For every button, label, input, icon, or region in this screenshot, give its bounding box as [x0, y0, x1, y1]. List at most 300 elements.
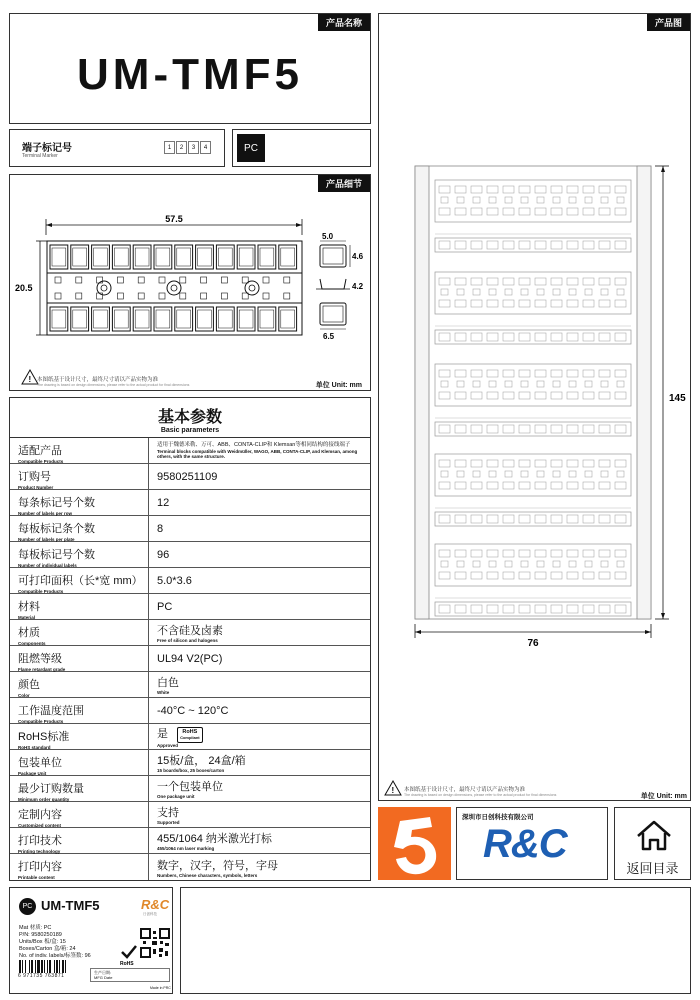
strip-cell [535, 208, 546, 215]
strip-cell [503, 392, 514, 399]
strip-cell [599, 241, 610, 249]
strip-cell [503, 460, 514, 467]
marker-cell-inner [281, 248, 295, 266]
strip-tab [473, 471, 480, 477]
param-key-en: Components [18, 641, 46, 646]
strip-cell [487, 300, 498, 307]
strip-cell [439, 482, 450, 489]
strip-cell [503, 333, 514, 341]
marker-cell-inner [94, 248, 108, 266]
strip-tab [537, 471, 544, 477]
strip-cell [439, 605, 450, 613]
mfg-date-field [90, 968, 170, 982]
marker-label-en: Terminal Marker [22, 153, 58, 159]
strip-tab [521, 197, 528, 203]
terminal-marker-panel [9, 129, 225, 167]
strip-tab [569, 471, 576, 477]
param-key-en: Flame retardant grade [18, 667, 66, 672]
marker-cell-inner [73, 310, 87, 328]
param-key [18, 702, 146, 724]
strip-tab [601, 197, 608, 203]
strip-cell [503, 425, 514, 433]
strip-cell [551, 392, 562, 399]
strip-tab [489, 197, 496, 203]
strip-cell [535, 186, 546, 193]
detail-unit: 单位 Unit: mm [315, 382, 362, 389]
strip-cell [599, 278, 610, 285]
rail-tab [180, 277, 186, 283]
marker-cell-inner [73, 248, 87, 266]
strip-cell [615, 392, 626, 399]
strip-cell [599, 482, 610, 489]
rail-tab [159, 277, 165, 283]
strip-cell [439, 370, 450, 377]
param-value-en: Supported [157, 820, 180, 825]
param-value: 白色 [157, 677, 179, 689]
strip-cell [567, 300, 578, 307]
strip-cell [583, 605, 594, 613]
marker-cell-inner [281, 310, 295, 328]
label-info-line: Mat 材质: PC [19, 925, 52, 931]
product-image-tag: 产品图 [647, 14, 690, 31]
strip-cell [583, 241, 594, 249]
marker-cell: 3 [188, 141, 199, 154]
strip-cell [599, 370, 610, 377]
param-key-en: Compatible Products [18, 459, 64, 464]
strip-cell [455, 186, 466, 193]
strip-cell [439, 278, 450, 285]
rail-tab [159, 293, 165, 299]
image-warning: 本图纸基于设计尺寸，最终尺寸请以产品实物为准 [404, 787, 526, 793]
parameter-row [10, 620, 370, 646]
strip-cell [471, 370, 482, 377]
param-value-cell [148, 646, 370, 671]
dim-mid-h-label: 4.2 [352, 282, 364, 291]
parameter-row [10, 854, 370, 880]
param-value-cell [148, 724, 370, 749]
strip-cell [583, 333, 594, 341]
param-key-cn: 阻燃等级 [18, 653, 62, 665]
product-image-panel [378, 13, 691, 801]
barcode-bar [29, 960, 30, 973]
strip-cell [503, 550, 514, 557]
strip-tab [553, 381, 560, 387]
qr-code-icon [140, 928, 170, 958]
strip-tab [441, 471, 448, 477]
strip-cell [471, 605, 482, 613]
home-icon [634, 818, 674, 852]
strip-cell [471, 425, 482, 433]
strip-tab [489, 289, 496, 295]
strip-cell [455, 550, 466, 557]
strip-cell [503, 370, 514, 377]
strip-cell [599, 572, 610, 579]
strip-cell [567, 550, 578, 557]
param-key-en: Number of individual labels [18, 563, 77, 568]
parameter-row [10, 542, 370, 568]
strip-tab [553, 289, 560, 295]
marker-cell: 1 [164, 141, 175, 154]
rail-tab [201, 293, 207, 299]
company-panel [456, 807, 608, 880]
param-value-cell [148, 698, 370, 723]
strip-cell [551, 278, 562, 285]
strip-cell [439, 300, 450, 307]
product-name-panel [9, 13, 371, 124]
strip-tab [505, 289, 512, 295]
marker-cell-inner [114, 310, 128, 328]
strip-tab [617, 197, 624, 203]
marker-label: 端子标记号 [22, 143, 72, 154]
strip-cell [503, 300, 514, 307]
param-value: 455/1064 纳米激光打标 [157, 833, 272, 845]
barcode-bar [62, 960, 64, 973]
strip-cell [583, 278, 594, 285]
label-pc-badge: PC [19, 898, 36, 915]
param-key-cn: 每条标记号个数 [18, 497, 95, 509]
strip-cell [615, 515, 626, 523]
param-value-en: White [157, 690, 170, 695]
parameters-header [10, 398, 370, 438]
strip-cell [551, 605, 562, 613]
strip-cell [519, 333, 530, 341]
param-value-cell [148, 594, 370, 619]
parameter-row [10, 438, 370, 464]
marker-cell-inner [156, 310, 170, 328]
param-key [18, 598, 146, 620]
product-image [379, 14, 690, 800]
strip-cell [455, 300, 466, 307]
strip-cell [487, 278, 498, 285]
rail-tab [284, 277, 290, 283]
param-key-en: Color [18, 693, 30, 698]
strip-cell [519, 300, 530, 307]
strip-cell [439, 550, 450, 557]
material-panel [232, 129, 371, 167]
strip-cell [503, 241, 514, 249]
rail-tab [180, 293, 186, 299]
param-key-en: Number of labels per plate [18, 537, 75, 542]
strip-cell [599, 392, 610, 399]
rail-tab [117, 293, 123, 299]
strip-cell [455, 370, 466, 377]
parameter-row [10, 828, 370, 854]
strip-cell [615, 333, 626, 341]
label-code: UM-TMF5 [41, 898, 100, 913]
barcode-bar [56, 960, 58, 973]
parameter-row [10, 672, 370, 698]
svg-text:!: ! [391, 786, 395, 795]
param-value-cell [148, 620, 370, 645]
strip-cell [487, 370, 498, 377]
strip-cell [551, 208, 562, 215]
product-details-panel [9, 174, 371, 391]
rail-tab [55, 277, 61, 283]
strip-cell [567, 482, 578, 489]
param-value-cell [148, 568, 370, 593]
strip-tab [521, 561, 528, 567]
strip-tab [441, 197, 448, 203]
param-value-en: Approved [157, 742, 179, 748]
strip-tab [441, 381, 448, 387]
company-logo: R&C [483, 822, 567, 866]
param-key-cn: 材料 [18, 601, 40, 613]
strip-cell [583, 460, 594, 467]
strip-cell [615, 460, 626, 467]
strip-tab [457, 197, 464, 203]
param-key-cn: RoHS标准 [18, 731, 70, 743]
param-value: 一个包装单位 [157, 781, 223, 793]
detail-warning: 本图纸基于设计尺寸，最终尺寸请以产品实物为准 [37, 377, 159, 383]
strip-cell [471, 482, 482, 489]
strip-tab [601, 561, 608, 567]
param-value-en: One package unit [157, 794, 195, 799]
rail-tab [221, 293, 227, 299]
strip-cell [519, 460, 530, 467]
strip-cell [567, 241, 578, 249]
strip-cell [615, 241, 626, 249]
parameter-row [10, 594, 370, 620]
param-key [18, 858, 146, 880]
strip-tab [569, 561, 576, 567]
param-value-cell [148, 828, 370, 853]
param-key-cn: 每板标记条个数 [18, 523, 95, 535]
param-value-cell [148, 854, 370, 880]
strip-cell [471, 241, 482, 249]
strip-cell [615, 278, 626, 285]
strip-tab [457, 471, 464, 477]
label-brand: R&C [141, 897, 170, 912]
strip-cell [615, 482, 626, 489]
strip-cell [551, 300, 562, 307]
strip-cell [471, 333, 482, 341]
strip-tab [585, 289, 592, 295]
strip-cell [615, 605, 626, 613]
param-value-cell [148, 802, 370, 827]
parameters-panel [9, 397, 371, 881]
strip-cell [599, 605, 610, 613]
param-value: 8 [157, 522, 164, 535]
image-height-label: 145 [669, 393, 686, 404]
strip-tab [617, 561, 624, 567]
image-width-label: 76 [527, 638, 539, 649]
strip-cell [567, 572, 578, 579]
strip-tab [473, 381, 480, 387]
strip-tab [457, 289, 464, 295]
strip-cell [471, 278, 482, 285]
strip-cell [535, 515, 546, 523]
strip-cell [599, 300, 610, 307]
strip-cell [551, 186, 562, 193]
strip-tab [569, 197, 576, 203]
strip-cell [567, 278, 578, 285]
strip-cell [455, 278, 466, 285]
strip-cell [503, 208, 514, 215]
mfg-date-label: 生产日期: [94, 970, 112, 975]
param-key-en: Product Number [18, 485, 54, 490]
strip-cell [519, 550, 530, 557]
param-value-en: 15 boards/box, 25 boxes/carton [157, 768, 225, 773]
strip-tab [457, 381, 464, 387]
rail-tab [221, 277, 227, 283]
strip-cell [599, 550, 610, 557]
strip-cell [519, 515, 530, 523]
strip-tab [505, 561, 512, 567]
strip-cell [503, 278, 514, 285]
strip-cell [487, 208, 498, 215]
strip-cell [551, 333, 562, 341]
param-value: 5.0*3.6 [157, 574, 192, 587]
barcode-bar [65, 960, 66, 973]
strip-cell [535, 425, 546, 433]
param-key-en: Printing technology [18, 849, 61, 854]
param-value-cell [148, 516, 370, 541]
strip-cell [471, 392, 482, 399]
strip-cell [439, 425, 450, 433]
param-value: 支持 [157, 807, 179, 819]
param-key-en: Compatible Products [18, 719, 64, 724]
strip-tab [473, 561, 480, 567]
param-key-cn: 工作温度范围 [18, 705, 84, 717]
marker-cell-inner [239, 248, 253, 266]
parameter-row [10, 750, 370, 776]
param-key [18, 468, 146, 490]
strip-cell [551, 482, 562, 489]
marker-cell-inner [114, 248, 128, 266]
strip-cell [471, 515, 482, 523]
strip-cell [503, 572, 514, 579]
svg-text:!: ! [28, 375, 32, 384]
strip-tab [441, 289, 448, 295]
strip-cell [439, 208, 450, 215]
strip-cell [455, 392, 466, 399]
strip-cell [487, 460, 498, 467]
parameters-title-en: Basic parameters [160, 427, 220, 434]
company-name: 深圳市日创科技有限公司 [462, 814, 534, 821]
strip-cell [615, 186, 626, 193]
return-to-catalog-button[interactable] [614, 807, 691, 880]
marker-cell-inner [198, 248, 212, 266]
strip-cell [599, 186, 610, 193]
marker-cell-inner [177, 248, 191, 266]
strip-cell [599, 515, 610, 523]
strip-cell [599, 208, 610, 215]
strip-cell [567, 392, 578, 399]
param-key-cn: 可打印面积（长*宽 mm） [18, 575, 143, 587]
param-key [18, 728, 146, 750]
parameter-row [10, 646, 370, 672]
strip-cell [567, 460, 578, 467]
param-key [18, 754, 146, 776]
strip-cell [615, 425, 626, 433]
rohs-badge [177, 727, 203, 743]
parameter-row [10, 802, 370, 828]
mfg-date-label-en: MFG Date [94, 975, 113, 980]
param-value-text: 是 [157, 728, 168, 741]
strip-cell [519, 425, 530, 433]
strip-cell [583, 515, 594, 523]
param-key-en: Compatible Products [18, 589, 64, 594]
param-value-cell [148, 750, 370, 775]
param-key [18, 442, 146, 464]
parameter-row [10, 464, 370, 490]
strip-cell [455, 241, 466, 249]
marker-cell-inner [198, 310, 212, 328]
label-info [19, 925, 91, 960]
rohs-badge-label: RoHS [182, 728, 198, 735]
strip-cell [487, 241, 498, 249]
strip-cell [503, 186, 514, 193]
rail-tab [263, 293, 269, 299]
strip-cell [583, 186, 594, 193]
package-label [9, 887, 173, 994]
dim-bottom-w-label: 6.5 [323, 332, 335, 341]
strip-tab [537, 289, 544, 295]
strip-tab [537, 561, 544, 567]
strip-cell [455, 460, 466, 467]
barcode [19, 960, 85, 974]
barcode-bar [49, 960, 51, 973]
strip-cell [583, 370, 594, 377]
blank-panel [180, 887, 691, 994]
param-value: 15板/盒， 24盒/箱 [157, 755, 246, 767]
marker-cell-inner [94, 310, 108, 328]
barcode-bar [22, 960, 23, 973]
rohs-check-icon [120, 944, 138, 966]
strip-cell [439, 460, 450, 467]
barcode-bar [37, 960, 40, 973]
barcode-number: 6 971735 763871 [18, 973, 65, 979]
param-value: UL94 V2(PC) [157, 652, 223, 665]
strip-cell [519, 278, 530, 285]
parameter-row [10, 724, 370, 750]
marker-cell-inner [135, 248, 149, 266]
param-key-cn: 订购号 [18, 471, 51, 483]
strip-tab [585, 561, 592, 567]
barcode-bar [44, 960, 45, 973]
label-info-line: No. of indiv. labels/标签数: 96 [19, 953, 91, 959]
param-value-en: Free of silicon and halogens [157, 638, 218, 643]
marker-cell-inner [52, 310, 66, 328]
barcode-bar [41, 960, 43, 973]
strip-cell [535, 460, 546, 467]
barcode-bar [54, 960, 55, 973]
marker-cell-inner [218, 248, 232, 266]
param-value-cell [148, 776, 370, 801]
strip-cell [551, 515, 562, 523]
strip-cell [519, 482, 530, 489]
rail-tab [138, 277, 144, 283]
param-key [18, 832, 146, 854]
param-key-en: Minimum order quantity [18, 797, 70, 802]
param-key-en: RoHS standard [18, 745, 51, 750]
rail-tab [76, 293, 82, 299]
strip-cell [599, 425, 610, 433]
strip-cell [567, 208, 578, 215]
parameter-row [10, 490, 370, 516]
marker-cells [164, 141, 212, 154]
strip-tab [569, 381, 576, 387]
strip-cell [551, 550, 562, 557]
strip-tab [473, 197, 480, 203]
strip-cell [551, 460, 562, 467]
strip-cell [471, 572, 482, 579]
label-info-line: Units/Box 板/盒: 15 [19, 939, 66, 945]
strip-cell [535, 605, 546, 613]
strip-cell [455, 425, 466, 433]
param-key [18, 806, 146, 828]
strip-cell [439, 572, 450, 579]
